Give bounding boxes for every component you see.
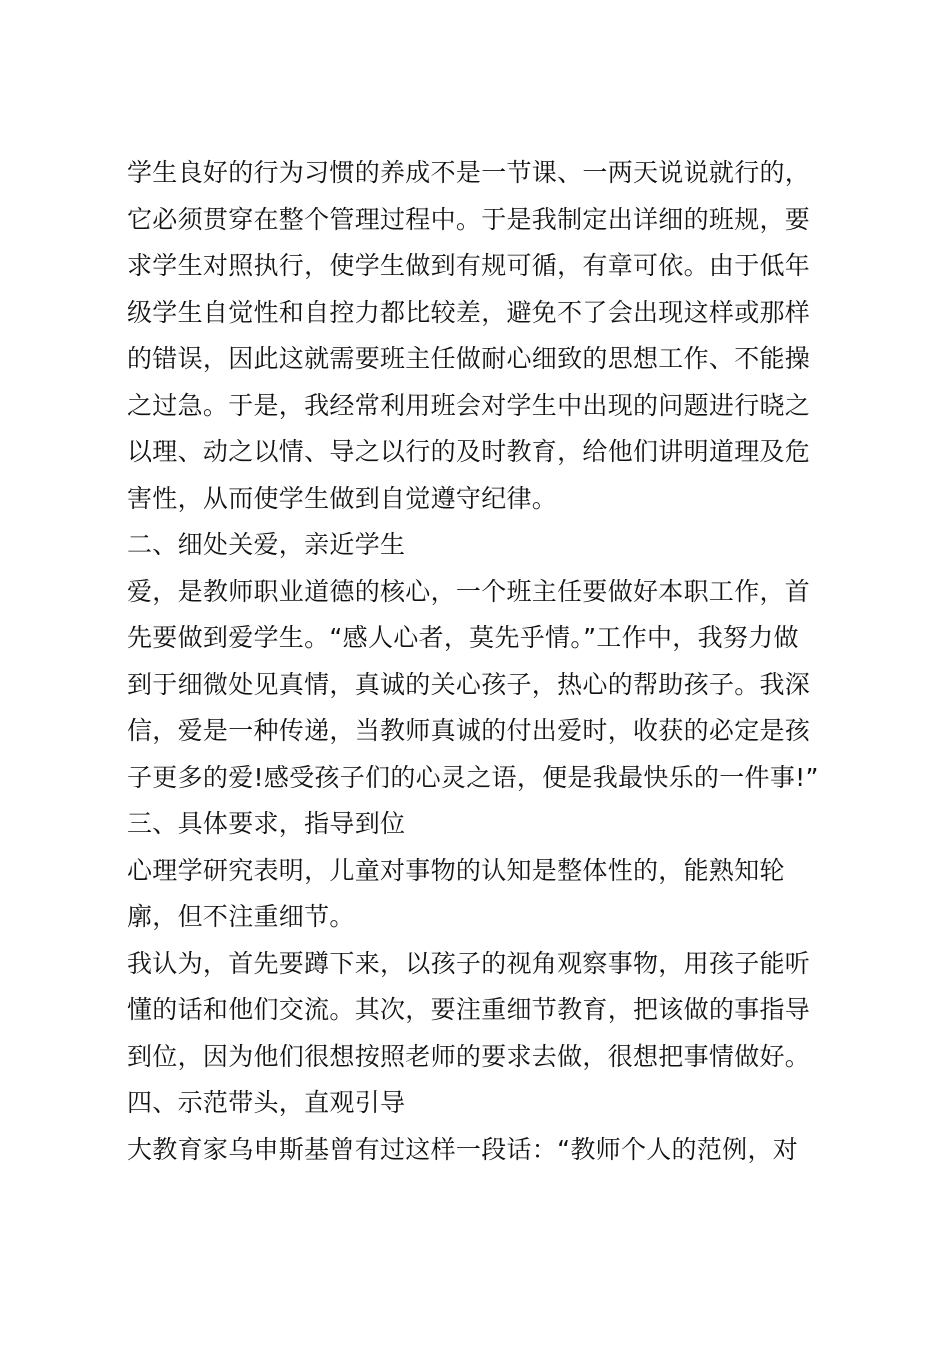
text-line: 爱，是教师职业道德的核心，一个班主任要做好本职工作，首 xyxy=(127,576,811,606)
text-line: 到于细微处见真情，真诚的关心孩子，热心的帮助孩子。我深 xyxy=(127,669,811,699)
section-heading: 二、细处关爱，亲近学生 xyxy=(127,530,406,559)
text-line: 心理学研究表明，儿童对事物的认知是整体性的，能熟知轮 xyxy=(127,855,785,885)
text-line: 它必须贯穿在整个管理过程中。于是我制定出详细的班规，要 xyxy=(127,204,811,234)
section-heading: 三、具体要求，指导到位 xyxy=(127,809,406,838)
text-line: 大教育家乌申斯基曾有过这样一段话：“教师个人的范例，对 xyxy=(127,1134,799,1164)
text-line: 廓，但不注重细节。 xyxy=(127,902,355,931)
text-line: 信，爱是一种传递，当教师真诚的付出爱时，收获的必定是孩 xyxy=(127,716,811,745)
text-line: 到位，因为他们很想按照老师的要求去做，很想把事情做好。 xyxy=(127,1041,811,1071)
text-line: 先要做到爱学生。“感人心者，莫先乎情。”工作中，我努力做 xyxy=(127,623,799,652)
text-line: 级学生自觉性和自控力都比较差，避免不了会出现这样或那样 xyxy=(127,297,811,327)
text-line: 的错误，因此这就需要班主任做耐心细致的思想工作、不能操 xyxy=(127,344,811,373)
text-line: 求学生对照执行，使学生做到有规可循，有章可依。由于低年 xyxy=(127,251,811,280)
section-heading: 四、示范带头，直观引导 xyxy=(127,1088,406,1117)
body-text xyxy=(127,150,827,1173)
text-line: 以理、动之以情、导之以行的及时教育，给他们讲明道理及危 xyxy=(127,437,811,466)
text-line: 子更多的爱!感受孩子们的心灵之语，便是我最快乐的一件事!” xyxy=(127,762,819,792)
text-line: 学生良好的行为习惯的养成不是一节课、一两天说说就行的， xyxy=(127,158,811,187)
text-line: 之过急。于是，我经常利用班会对学生中出现的问题进行晓之 xyxy=(127,390,811,420)
text-line: 我认为，首先要蹲下来，以孩子的视角观察事物，用孩子能听 xyxy=(127,948,811,978)
text-line: 懂的话和他们交流。其次，要注重细节教育，把该做的事指导 xyxy=(127,995,811,1024)
text-line: 害性，从而使学生做到自觉遵守纪律。 xyxy=(127,483,558,513)
